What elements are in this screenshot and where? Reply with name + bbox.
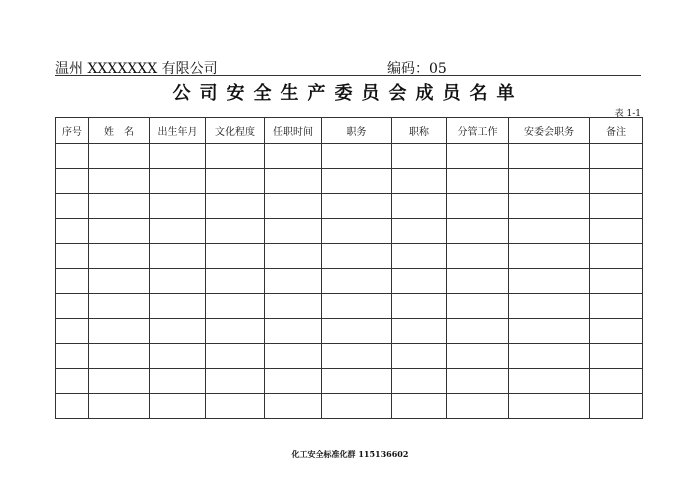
table-cell xyxy=(265,344,322,369)
table-cell xyxy=(150,144,206,169)
table-cell xyxy=(322,394,392,419)
table-cell xyxy=(392,369,447,394)
table-cell xyxy=(89,394,150,419)
table-row xyxy=(56,144,643,169)
table-cell xyxy=(447,219,509,244)
table-cell xyxy=(392,219,447,244)
table-cell xyxy=(56,144,89,169)
table-cell xyxy=(206,169,265,194)
table-cell xyxy=(206,319,265,344)
table-body xyxy=(56,144,643,419)
table-cell xyxy=(206,269,265,294)
table-cell xyxy=(150,244,206,269)
table-cell xyxy=(590,394,643,419)
table-row xyxy=(56,219,643,244)
table-cell xyxy=(447,394,509,419)
table-row xyxy=(56,169,643,194)
table-cell xyxy=(447,319,509,344)
table-cell xyxy=(89,344,150,369)
table-cell xyxy=(265,244,322,269)
column-header-appointment-date: 任职时间 xyxy=(265,118,322,144)
table-cell xyxy=(56,244,89,269)
table-cell xyxy=(89,144,150,169)
table-cell xyxy=(150,319,206,344)
table-cell xyxy=(89,219,150,244)
table-cell xyxy=(89,319,150,344)
table-cell xyxy=(509,344,590,369)
table-cell xyxy=(89,244,150,269)
table-cell xyxy=(56,394,89,419)
committee-member-table xyxy=(55,117,643,419)
table-cell xyxy=(322,244,392,269)
table-cell xyxy=(590,319,643,344)
table-cell xyxy=(265,169,322,194)
table-cell xyxy=(56,194,89,219)
table-cell xyxy=(392,394,447,419)
table-cell xyxy=(206,369,265,394)
table-cell xyxy=(56,294,89,319)
table-cell xyxy=(322,319,392,344)
table-row xyxy=(56,344,643,369)
document-title: 公司安全生产委员会成员名单 xyxy=(172,83,524,104)
column-header-name: 姓 名 xyxy=(89,118,150,144)
table-cell xyxy=(150,344,206,369)
column-header-committee-role: 安委会职务 xyxy=(509,118,590,144)
table-cell xyxy=(392,144,447,169)
table-cell xyxy=(392,319,447,344)
table-cell xyxy=(265,319,322,344)
table-cell xyxy=(509,244,590,269)
table-cell xyxy=(322,219,392,244)
table-cell xyxy=(590,294,643,319)
table-cell xyxy=(447,269,509,294)
table-cell xyxy=(265,219,322,244)
table-cell xyxy=(89,169,150,194)
column-header-index: 序号 xyxy=(56,118,89,144)
table-cell xyxy=(206,294,265,319)
column-header-remarks: 备注 xyxy=(590,118,643,144)
table-cell xyxy=(89,369,150,394)
table-cell xyxy=(150,194,206,219)
table-cell xyxy=(265,194,322,219)
table-cell xyxy=(447,169,509,194)
table-cell xyxy=(590,194,643,219)
table-cell xyxy=(509,169,590,194)
table-cell xyxy=(206,144,265,169)
company-name: 温州 XXXXXXX 有限公司 xyxy=(55,61,218,77)
footer-note: 化工安全标准化群 115136602 xyxy=(291,449,409,459)
table-cell xyxy=(509,369,590,394)
table-cell xyxy=(590,344,643,369)
table-cell xyxy=(56,219,89,244)
table-cell xyxy=(590,369,643,394)
table-cell xyxy=(265,294,322,319)
table-cell xyxy=(89,269,150,294)
table-row xyxy=(56,269,643,294)
table-cell xyxy=(590,219,643,244)
table-cell xyxy=(56,344,89,369)
table-row xyxy=(56,194,643,219)
table-cell xyxy=(56,319,89,344)
table-cell xyxy=(392,194,447,219)
table-row xyxy=(56,319,643,344)
table-cell xyxy=(150,369,206,394)
table-cell xyxy=(150,294,206,319)
table-cell xyxy=(322,269,392,294)
table-cell xyxy=(509,194,590,219)
table-cell xyxy=(322,294,392,319)
document-header xyxy=(55,57,641,76)
table-cell xyxy=(206,394,265,419)
table-cell xyxy=(392,244,447,269)
table-cell xyxy=(322,344,392,369)
table-cell xyxy=(392,294,447,319)
column-header-education: 文化程度 xyxy=(206,118,265,144)
table-cell xyxy=(89,294,150,319)
table-cell xyxy=(206,344,265,369)
table-cell xyxy=(509,144,590,169)
table-cell xyxy=(590,144,643,169)
table-header-row xyxy=(56,118,643,144)
table-cell xyxy=(322,144,392,169)
table-cell xyxy=(150,169,206,194)
table-row xyxy=(56,394,643,419)
table-cell xyxy=(265,269,322,294)
table-cell xyxy=(150,269,206,294)
table-cell xyxy=(392,269,447,294)
table-cell xyxy=(392,344,447,369)
table-cell xyxy=(509,394,590,419)
table-cell xyxy=(447,344,509,369)
table-cell xyxy=(206,219,265,244)
table-cell xyxy=(206,194,265,219)
table-cell xyxy=(322,194,392,219)
document-code: 编码：05 xyxy=(387,61,447,77)
table-cell xyxy=(265,144,322,169)
table-cell xyxy=(447,244,509,269)
table-cell xyxy=(322,169,392,194)
table-cell xyxy=(322,369,392,394)
table-cell xyxy=(56,269,89,294)
table-cell xyxy=(150,219,206,244)
table-cell xyxy=(590,269,643,294)
column-header-birth-date: 出生年月 xyxy=(150,118,206,144)
table-cell xyxy=(447,294,509,319)
column-header-position: 职务 xyxy=(322,118,392,144)
table-cell xyxy=(265,394,322,419)
table-cell xyxy=(447,144,509,169)
table-cell xyxy=(447,194,509,219)
column-header-title: 职称 xyxy=(392,118,447,144)
table-row xyxy=(56,244,643,269)
table-cell xyxy=(265,369,322,394)
table-cell xyxy=(447,369,509,394)
table-row xyxy=(56,369,643,394)
table-cell xyxy=(392,169,447,194)
table-cell xyxy=(150,394,206,419)
table-cell xyxy=(509,269,590,294)
column-header-responsibility: 分管工作 xyxy=(447,118,509,144)
table-cell xyxy=(206,244,265,269)
table-cell xyxy=(56,369,89,394)
table-cell xyxy=(509,219,590,244)
table-cell xyxy=(590,244,643,269)
table-row xyxy=(56,294,643,319)
table-cell xyxy=(509,319,590,344)
table-cell xyxy=(89,194,150,219)
table-cell xyxy=(56,169,89,194)
table-cell xyxy=(590,169,643,194)
table-number: 表 1-1 xyxy=(614,109,641,119)
table-cell xyxy=(509,294,590,319)
